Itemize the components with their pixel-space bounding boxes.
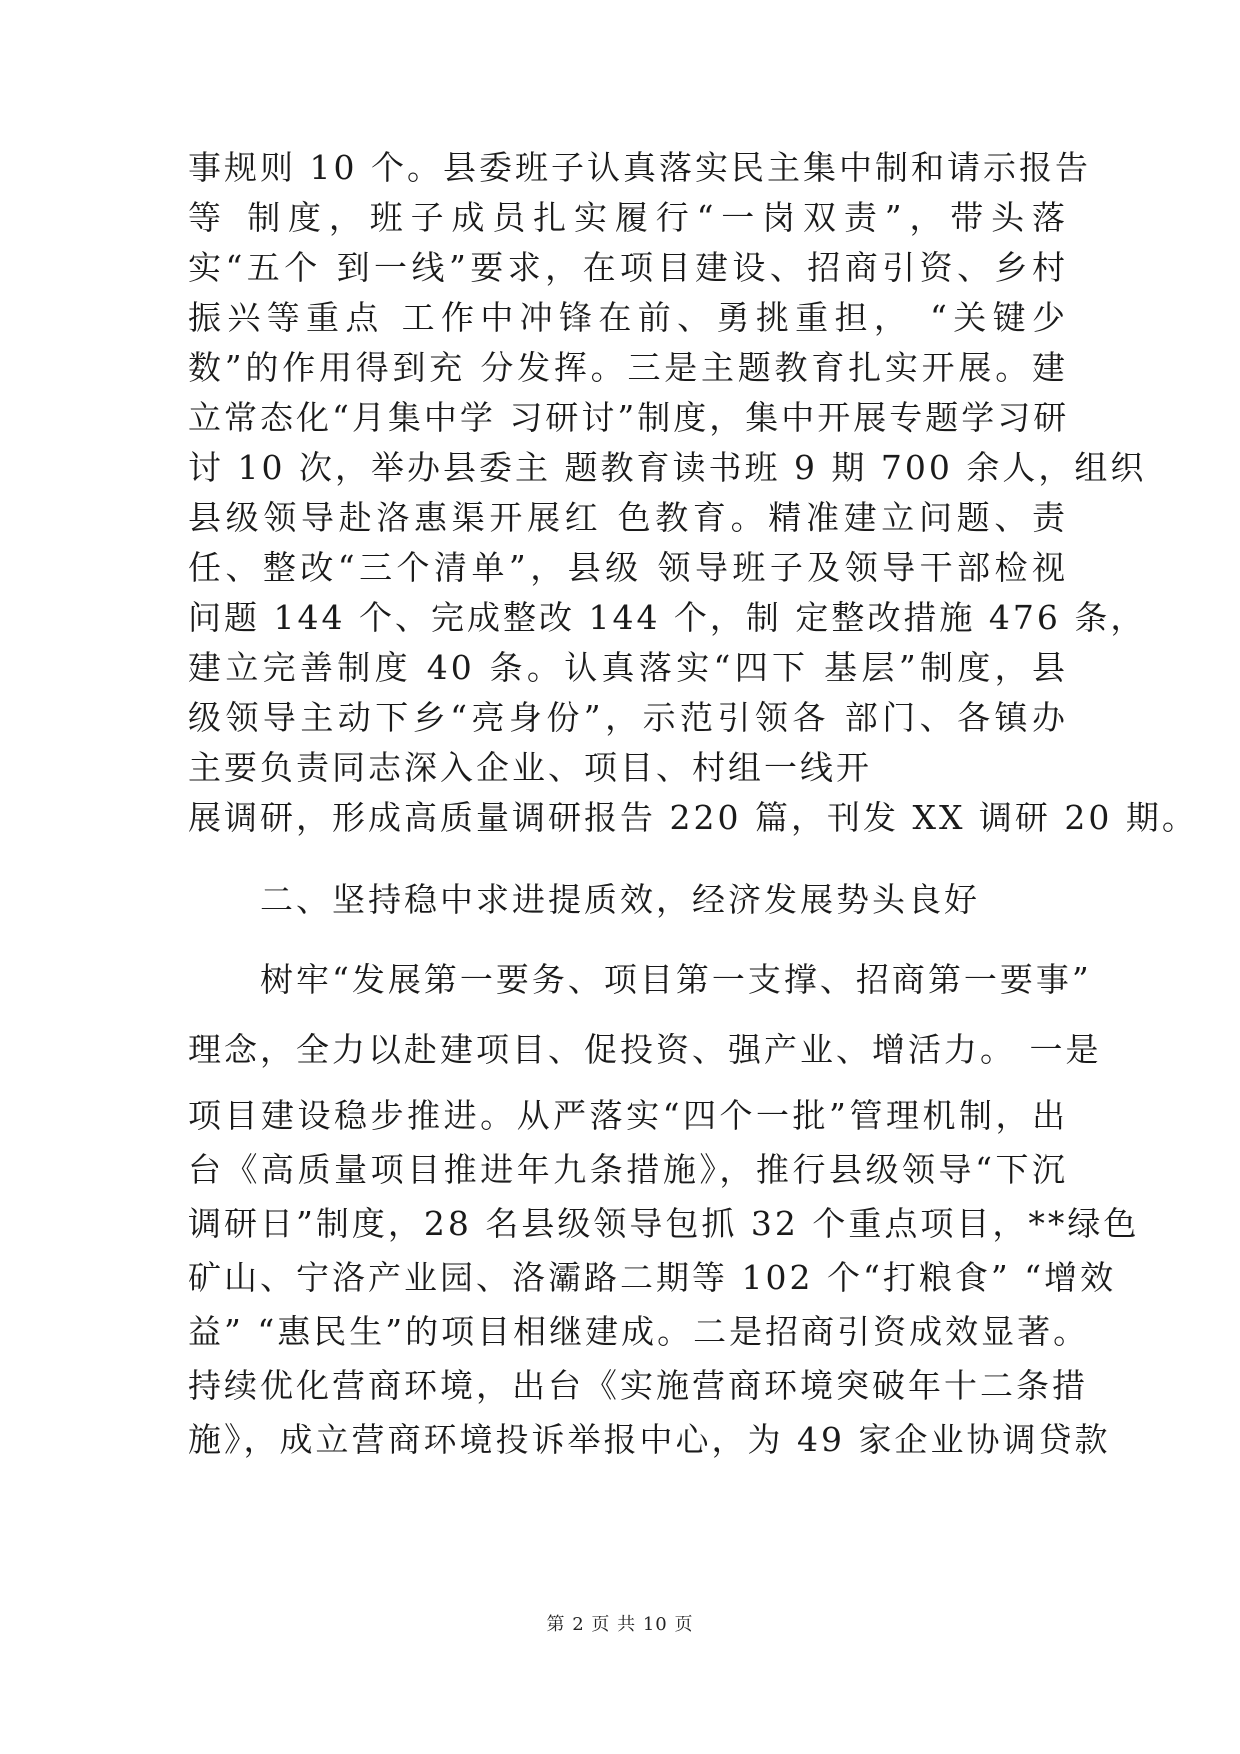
body-line: 振兴等重点 工作中冲锋在前、勇挑重担， “关键少	[188, 298, 1068, 337]
section-heading: 二、坚持稳中求进提质效，经济发展势头良好	[260, 880, 980, 919]
body-line: 展调研，形成高质量调研报告 220 篇，刊发 XX 调研 20 期。	[188, 798, 1198, 837]
body-line: 数”的作用得到充 分发挥。三是主题教育扎实开展。建	[188, 348, 1068, 387]
body-line: 项目建设稳步推进。从严落实“四个一批”管理机制，出	[188, 1096, 1068, 1135]
body-line: 任、整改“三个清单”，县级 领导班子及领导干部检视	[188, 548, 1068, 587]
body-line: 台《高质量项目推进年九条措施》，推行县级领导“下沉	[188, 1150, 1068, 1189]
body-line: 级领导主动下乡“亮身份”，示范引领各 部门、各镇办	[188, 698, 1068, 737]
body-line: 主要负责同志深入企业、项目、村组一线开	[188, 748, 872, 787]
body-line: 持续优化营商环境，出台《实施营商环境突破年十二条措	[188, 1366, 1088, 1405]
body-line: 实“五个 到一线”要求，在项目建设、招商引资、乡村	[188, 248, 1068, 287]
body-line: 理念，全力以赴建项目、促投资、强产业、增活力。 一是	[188, 1030, 1102, 1069]
body-line: 等 制度，班子成员扎实履行“一岗双责”，带头落	[188, 198, 1068, 237]
body-line: 事规则 10 个。县委班子认真落实民主集中制和请示报告	[188, 148, 1091, 187]
body-line: 施》，成立营商环境投诉举报中心，为 49 家企业协调贷款	[188, 1420, 1111, 1459]
body-line: 益” “惠民生”的项目相继建成。二是招商引资成效显著。	[188, 1312, 1090, 1351]
body-line: 调研日”制度，28 名县级领导包抓 32 个重点项目，**绿色	[188, 1204, 1140, 1243]
body-line: 讨 10 次，举办县委主 题教育读书班 9 期 700 余人，组织	[188, 448, 1147, 487]
body-line: 立常态化“月集中学 习研讨”制度，集中开展专题学习研	[188, 398, 1070, 437]
body-line: 建立完善制度 40 条。认真落实“四下 基层”制度，县	[188, 648, 1068, 687]
body-line: 树牢“发展第一要务、项目第一支撑、招商第一要事”	[260, 960, 1092, 999]
page-number: 第 2 页 共 10 页	[546, 1614, 694, 1635]
body-line: 矿山、宁洛产业园、洛灞路二期等 102 个“打粮食” “增效	[188, 1258, 1117, 1297]
body-line: 县级领导赴洛惠渠开展红 色教育。精准建立问题、责	[188, 498, 1068, 537]
body-line: 问题 144 个、完成整改 144 个，制 定整改措施 476 条，	[188, 598, 1147, 637]
